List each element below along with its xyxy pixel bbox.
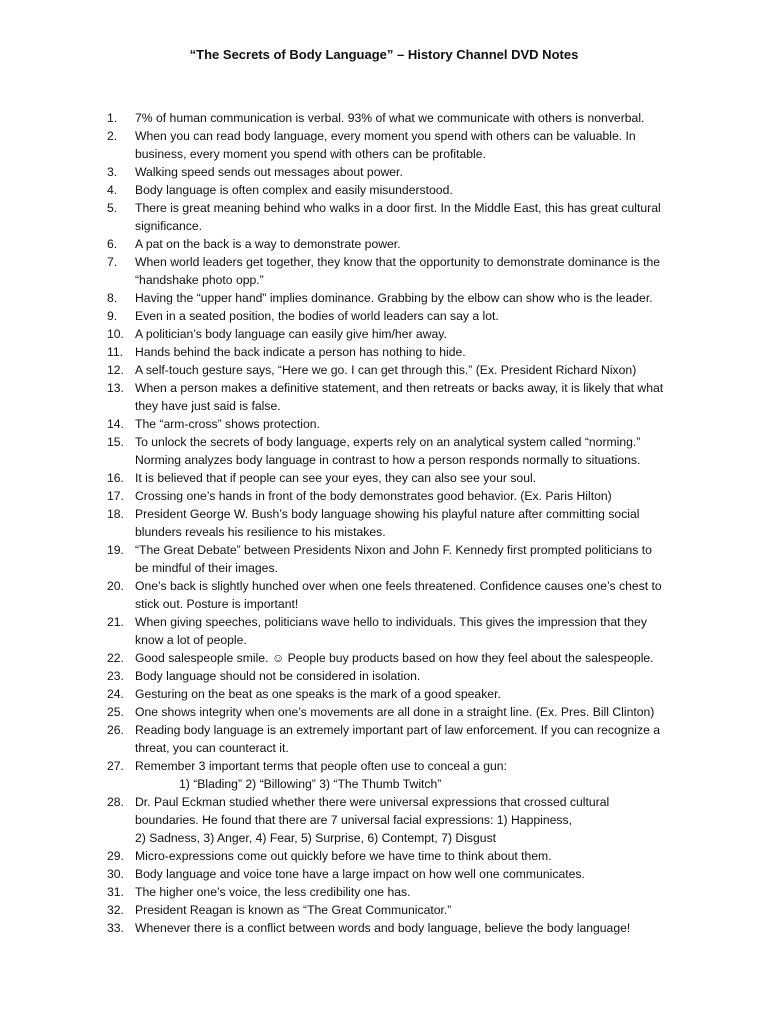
item-text: Reading body language is an extremely important part of law enforcement. If you can recognize a threat, you can counteract it. <box>135 723 661 755</box>
item-text: When giving speeches, politicians wave hello to individuals. This gives the impression that they know a lot of people. <box>135 615 647 647</box>
list-item <box>107 577 667 613</box>
item-number: 2. <box>107 129 118 143</box>
item-subline: 1) “Blading” 2) “Billowing” 3) “The Thumb Twitch” <box>179 777 442 791</box>
item-text: Hands behind the back indicate a person has nothing to hide. <box>135 345 466 359</box>
item-number: 29. <box>107 849 124 863</box>
item-number: 31. <box>107 885 124 899</box>
item-text: When a person makes a definitive statement, and then retreats or backs away, it is likely that what they have just said is false. <box>135 381 664 413</box>
list-item <box>107 667 667 685</box>
item-number: 28. <box>107 795 124 809</box>
list-item <box>107 109 667 127</box>
list-item <box>107 487 667 505</box>
item-number: 16. <box>107 471 124 485</box>
item-text: Even in a seated position, the bodies of world leaders can say a lot. <box>135 309 499 323</box>
item-number: 6. <box>107 237 118 251</box>
item-number: 21. <box>107 615 124 629</box>
item-number: 11. <box>107 345 124 359</box>
list-item <box>107 379 667 415</box>
item-text: Dr. Paul Eckman studied whether there were universal expressions that crossed cultural boundaries. He found that there are 7 universal facial expressions: 1) Happiness, <box>135 795 610 827</box>
list-item <box>107 721 667 757</box>
list-item <box>107 757 667 793</box>
item-number: 23. <box>107 669 124 683</box>
item-text: It is believed that if people can see your eyes, they can also see your soul. <box>135 471 537 485</box>
item-number: 30. <box>107 867 124 881</box>
list-item <box>107 901 667 919</box>
item-number: 25. <box>107 705 124 719</box>
list-item <box>107 649 667 667</box>
list-item <box>107 505 667 541</box>
item-number: 4. <box>107 183 118 197</box>
item-text: One’s back is slightly hunched over when one feels threatened. Confidence causes one’s chest to stick out. Posture is important! <box>135 579 662 611</box>
item-text: A politician’s body language can easily give him/her away. <box>135 327 447 341</box>
item-text: Remember 3 important terms that people often use to conceal a gun: <box>135 759 507 773</box>
list-item <box>107 703 667 721</box>
item-number: 22. <box>107 651 124 665</box>
item-text: A pat on the back is a way to demonstrate power. <box>135 237 401 251</box>
list-item <box>107 469 667 487</box>
item-text: Walking speed sends out messages about power. <box>135 165 403 179</box>
list-item <box>107 235 667 253</box>
item-text: Whenever there is a conflict between words and body language, believe the body language! <box>135 921 631 935</box>
item-text: A self-touch gesture says, “Here we go. I can get through this.” (Ex. President Richard Nixon) <box>135 363 637 377</box>
list-item <box>107 685 667 703</box>
item-text: Good salespeople smile. ☺ People buy products based on how they feel about the salespeople. <box>135 651 654 665</box>
list-item <box>107 865 667 883</box>
item-number: 27. <box>107 759 124 773</box>
item-text-continued: 2) Sadness, 3) Anger, 4) Fear, 5) Surprise, 6) Contempt, 7) Disgust <box>135 831 497 845</box>
item-text: Crossing one’s hands in front of the body demonstrates good behavior. (Ex. Paris Hilton) <box>135 489 612 503</box>
item-number: 18. <box>107 507 124 521</box>
list-item <box>107 199 667 235</box>
item-text: Body language and voice tone have a large impact on how well one communicates. <box>135 867 585 881</box>
item-number: 1. <box>107 111 118 125</box>
list-item <box>107 289 667 307</box>
item-text: When world leaders get together, they know that the opportunity to demonstrate dominance is the “handshake photo opp.” <box>135 255 661 287</box>
list-item <box>107 541 667 577</box>
item-text: There is great meaning behind who walks in a door first. In the Middle East, this has great cultural significance. <box>135 201 661 233</box>
item-text: 7% of human communication is verbal. 93% of what we communicate with others is nonverbal. <box>135 111 645 125</box>
list-item <box>107 415 667 433</box>
item-number: 20. <box>107 579 124 593</box>
notes-list <box>107 109 667 937</box>
document-title: “The Secrets of Body Language” – History Channel DVD Notes <box>189 47 579 62</box>
item-number: 32. <box>107 903 124 917</box>
item-text: One shows integrity when one’s movements are all done in a straight line. (Ex. Pres. Bill Clinton) <box>135 705 655 719</box>
item-text: Micro-expressions come out quickly before we have time to think about them. <box>135 849 552 863</box>
list-item <box>107 253 667 289</box>
item-text: Body language should not be considered in isolation. <box>135 669 421 683</box>
item-number: 19. <box>107 543 124 557</box>
list-item <box>107 793 667 847</box>
item-number: 26. <box>107 723 124 737</box>
item-number: 13. <box>107 381 124 395</box>
list-item <box>107 127 667 163</box>
item-number: 10. <box>107 327 124 341</box>
item-number: 15. <box>107 435 124 449</box>
item-text: Having the “upper hand” implies dominance. Grabbing by the elbow can show who is the leader. <box>135 291 653 305</box>
item-number: 9. <box>107 309 118 323</box>
list-item <box>107 613 667 649</box>
list-item <box>107 181 667 199</box>
list-item <box>107 847 667 865</box>
item-number: 24. <box>107 687 124 701</box>
list-item <box>107 433 667 469</box>
item-text: The higher one’s voice, the less credibility one has. <box>135 885 411 899</box>
item-text: “The Great Debate” between Presidents Nixon and John F. Kennedy first prompted politicians to be mindful of their images. <box>135 543 652 575</box>
list-item <box>107 163 667 181</box>
item-number: 17. <box>107 489 124 503</box>
list-item <box>107 919 667 937</box>
item-number: 7. <box>107 255 118 269</box>
item-number: 3. <box>107 165 118 179</box>
item-text: To unlock the secrets of body language, experts rely on an analytical system called “norming.” Norming analyzes body language in contrast to how a person responds normally to situations. <box>135 435 641 467</box>
item-text: Body language is often complex and easily misunderstood. <box>135 183 453 197</box>
list-item <box>107 307 667 325</box>
item-number: 33. <box>107 921 124 935</box>
item-text: President Reagan is known as “The Great Communicator.” <box>135 903 452 917</box>
item-number: 5. <box>107 201 118 215</box>
item-number: 8. <box>107 291 118 305</box>
list-item <box>107 343 667 361</box>
item-text: The “arm-cross” shows protection. <box>135 417 320 431</box>
list-item <box>107 325 667 343</box>
item-text: President George W. Bush’s body language showing his playful nature after committing social blunders reveals his resilience to his mistakes. <box>135 507 640 539</box>
list-item <box>107 361 667 379</box>
item-number: 12. <box>107 363 124 377</box>
item-text: When you can read body language, every moment you spend with others can be valuable. In business, every moment you spend with others can be profitable. <box>135 129 636 161</box>
list-item <box>107 883 667 901</box>
item-text: Gesturing on the beat as one speaks is the mark of a good speaker. <box>135 687 501 701</box>
item-number: 14. <box>107 417 124 431</box>
